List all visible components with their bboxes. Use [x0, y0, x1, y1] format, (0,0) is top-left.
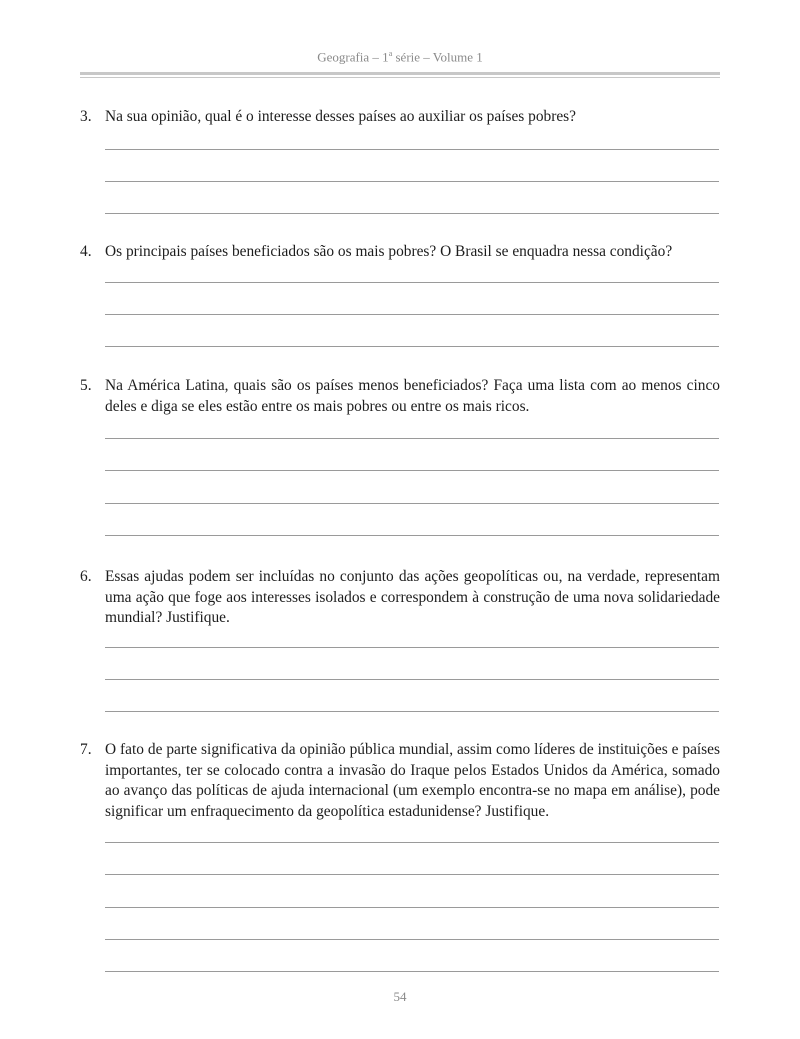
question-number: 7.	[80, 741, 92, 758]
question-text: Essas ajudas podem ser incluídas no conjunto das ações geopolíticas ou, na verdade, representam uma ação que foge aos interesses isolados e correspondem à construção de uma nova solidariedade mundial? Justifique.	[105, 568, 720, 626]
answer-line[interactable]	[105, 314, 719, 315]
question-6	[80, 567, 720, 629]
answer-line[interactable]	[105, 679, 719, 680]
answer-line[interactable]	[105, 535, 719, 536]
answer-line[interactable]	[105, 503, 719, 504]
header-rule-thin	[80, 77, 720, 78]
question-text: Os principais países beneficiados são os mais pobres? O Brasil se enquadra nessa condição?	[105, 243, 673, 260]
answer-line[interactable]	[105, 874, 719, 875]
page-number: 54	[393, 989, 407, 1004]
question-7	[80, 740, 720, 822]
answer-line[interactable]	[105, 149, 719, 150]
question-number: 4.	[80, 243, 92, 260]
question-number: 5.	[80, 377, 92, 394]
answer-line[interactable]	[105, 346, 719, 347]
answer-line[interactable]	[105, 470, 719, 471]
question-text: Na sua opinião, qual é o interesse desses países ao auxiliar os países pobres?	[105, 108, 576, 125]
page-header	[0, 49, 800, 65]
answer-line[interactable]	[105, 842, 719, 843]
question-number: 6.	[80, 568, 92, 585]
answer-line[interactable]	[105, 181, 719, 182]
answer-line[interactable]	[105, 971, 719, 972]
answer-line[interactable]	[105, 438, 719, 439]
answer-line[interactable]	[105, 213, 719, 214]
answer-line[interactable]	[105, 939, 719, 940]
question-5	[80, 376, 720, 417]
header-title-superscript: a	[388, 49, 393, 58]
question-text: Na América Latina, quais são os países menos beneficiados? Faça uma lista com ao menos cinco deles e diga se eles estão entre os mais pobres ou entre os mais ricos.	[105, 377, 720, 415]
answer-line[interactable]	[105, 282, 719, 283]
question-3	[80, 107, 720, 128]
question-text: O fato de parte significativa da opinião pública mundial, assim como líderes de instituições e países importantes, ter se colocado contra a invasão do Iraque pelos Estados Unidos da América, somado ao avanço das políticas de ajuda internacional (um exemplo encontra-se no mapa em análise), pode significar um enfraquecimento da geopolítica estadunidense? Justifique.	[105, 741, 720, 820]
header-title-pre: Geografia – 1	[317, 49, 389, 65]
header-rule-thick	[80, 72, 720, 75]
question-4	[80, 242, 720, 263]
header-title-post: série – Volume 1	[392, 49, 483, 65]
answer-line[interactable]	[105, 647, 719, 648]
answer-line[interactable]	[105, 711, 719, 712]
question-number: 3.	[80, 108, 92, 125]
answer-line[interactable]	[105, 907, 719, 908]
